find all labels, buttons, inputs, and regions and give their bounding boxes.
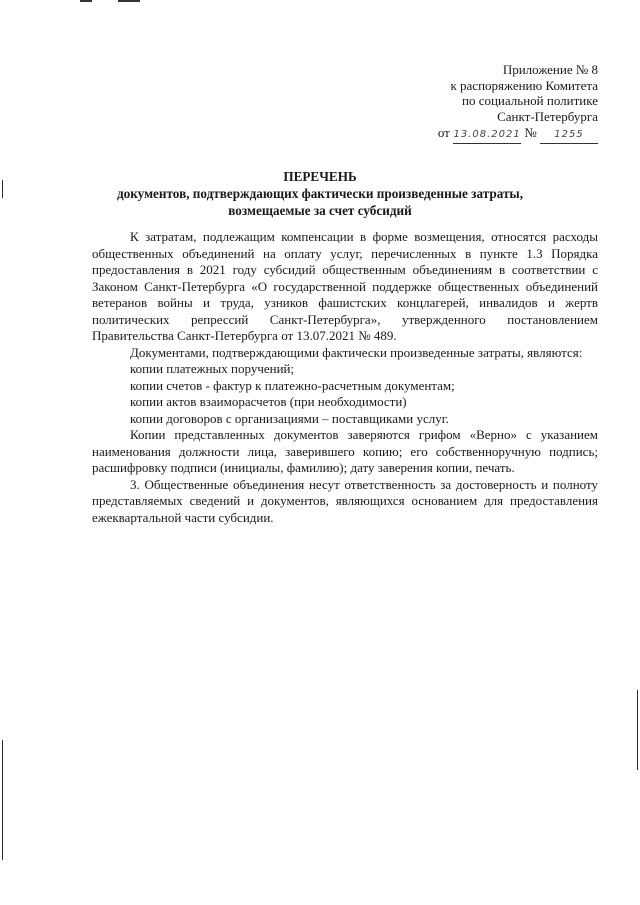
list-item: копии счетов - фактур к платежно-расчетным документам;	[130, 377, 455, 393]
list-item: копии договоров с организациями – поставщиками услуг.	[130, 410, 449, 426]
paragraph-documents-intro: Документами, подтверждающими фактически произведенные затраты, являются:	[130, 344, 583, 360]
title-line-2: возмещаемые за счет субсидий	[228, 203, 412, 218]
handwritten-number: 1255	[540, 127, 598, 144]
paragraph-expenses: К затратам, подлежащим компенсации в форме возмещения, относятся расходы общественных объединений на оплату услуг, перечисленных в пункте 1.3 Порядка предоставления в 2021 году субсидий общественным объединениям в соответствии с Законом Санкт-Петербурга «О государственной поддержке общественных объединений ветеранов войны и труда, узников фашистских концлагерей, инвалидов и жертв политических репрессий Санкт-Петербурга», утвержденного постановлением Правительства Санкт-Петербурга от 13.07.2021 № 489.	[92, 229, 598, 343]
committee-name: по социальной политике	[462, 93, 598, 108]
scan-edge-mark	[637, 690, 638, 770]
list-item: копии актов взаиморасчетов (при необходимости)	[130, 394, 407, 409]
scan-edge-mark	[2, 740, 3, 860]
number-prefix: №	[524, 125, 537, 140]
title-line-1: документов, подтверждающих фактически произведенные затраты,	[116, 186, 524, 201]
list-item: копии платежных поручений;	[130, 361, 295, 376]
date-prefix: от	[437, 125, 450, 140]
order-reference: к распоряжению Комитета	[450, 77, 598, 93]
scan-top-mark	[80, 0, 92, 2]
appendix-number: Приложение № 8	[502, 62, 598, 77]
document-body	[92, 229, 598, 526]
scan-top-mark	[118, 0, 140, 2]
document-title	[0, 168, 640, 219]
date-number-line	[438, 125, 598, 144]
paragraph-certification: Копии представленных документов заверяются грифом «Верно» с указанием наименования должности лица, заверившего копию; его собственноручную подпись; расшифровку подписи (инициалы, фамилию); дату заверения копии, печать.	[92, 427, 598, 475]
title-heading: ПЕРЕЧЕНЬ	[283, 169, 357, 184]
handwritten-date: 13.08.2021	[453, 127, 521, 144]
city-name: Санкт-Петербурга	[497, 108, 598, 124]
approval-block	[438, 62, 598, 144]
paragraph-responsibility: 3. Общественные объединения несут ответственность за достоверность и полноту представляемых сведений и документов, являющихся основанием для предоставления ежеквартальной части субсидии.	[92, 476, 598, 525]
